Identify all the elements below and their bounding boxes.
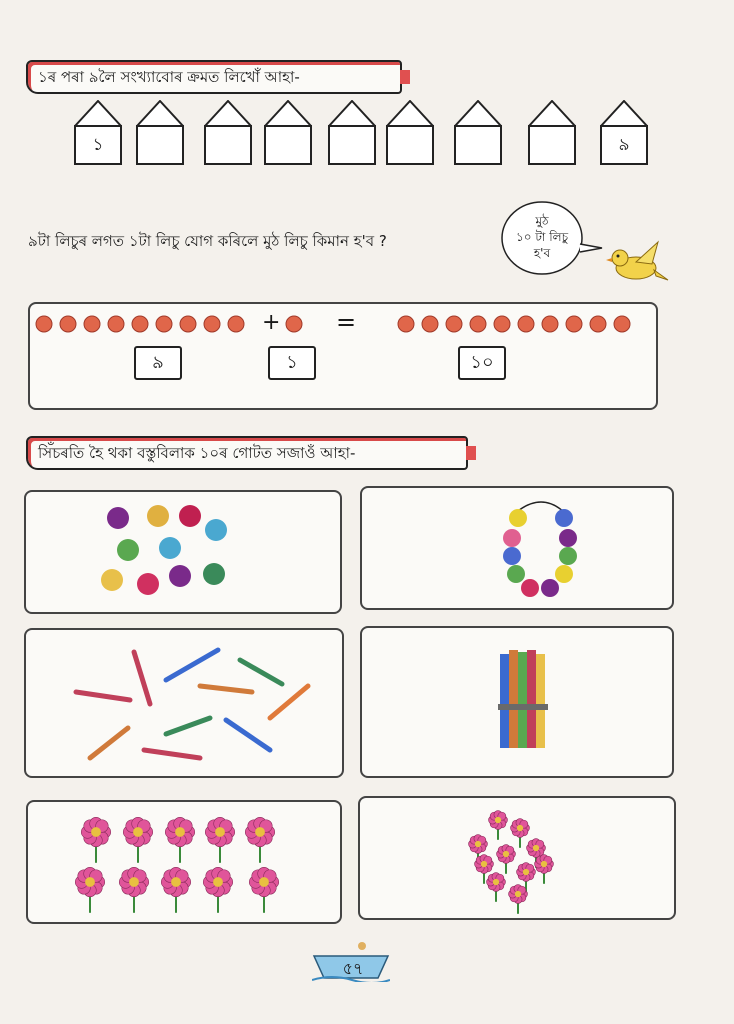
litchi-icon — [132, 316, 148, 332]
house-box[interactable] — [600, 100, 648, 166]
litchi-icon — [542, 316, 558, 332]
house-box[interactable] — [328, 100, 376, 166]
flower-icon — [497, 845, 516, 874]
litchi-icon — [422, 316, 438, 332]
flower-icon — [511, 819, 530, 848]
house-box[interactable] — [264, 100, 312, 166]
flower-icon — [245, 817, 274, 863]
section3-title — [26, 436, 468, 470]
scattered-pencils — [26, 630, 342, 776]
flower-icon — [123, 817, 152, 863]
pencil-bundle-panel — [360, 626, 674, 778]
litchi-icon — [108, 316, 124, 332]
flower-icon — [249, 867, 278, 913]
scattered-beads-panel — [24, 490, 342, 614]
flower-icon — [509, 885, 528, 914]
bubble-line-2: ১০ টা লিচু — [515, 230, 569, 244]
litchi-icon — [156, 316, 172, 332]
equals-sign: = — [336, 308, 357, 336]
litchi-icon — [180, 316, 196, 332]
flower-icon — [487, 873, 506, 902]
litchi-icon — [204, 316, 220, 332]
litchi-question: ৯টা লিচুৰ লগত ১টা লিচু যোগ কৰিলে মুঠ লিচু কিমান হ'ব ? — [28, 232, 387, 250]
bead-ring — [362, 488, 672, 608]
plus-sign: + — [262, 310, 281, 335]
flower-icon — [75, 867, 104, 913]
litchi-icon — [286, 316, 302, 332]
title-accent — [466, 446, 476, 460]
title-accent — [400, 70, 410, 84]
flower-icon — [81, 817, 110, 863]
litchi-icon — [614, 316, 630, 332]
number-box-9: ৯ — [134, 346, 182, 380]
speech-bubble — [500, 200, 586, 278]
house-box[interactable] — [528, 100, 576, 166]
section1-title-text: ১ৰ পৰা ৯লৈ সংখ্যাবোৰ ক্ৰমত লিখোঁ আহা- — [38, 68, 300, 86]
house-box[interactable] — [454, 100, 502, 166]
litchi-icon — [446, 316, 462, 332]
number-box-1: ১ — [268, 346, 316, 380]
litchi-icon — [228, 316, 244, 332]
litchi-icon — [60, 316, 76, 332]
litchi-icon — [84, 316, 100, 332]
flower-icon — [161, 867, 190, 913]
litchi-icon — [470, 316, 486, 332]
scattered-flowers — [28, 802, 340, 922]
section3-title-text: সিঁচৰতি হৈ থকা বস্তুবিলাক ১০ৰ গোটত সজাওঁ আহা- — [38, 444, 356, 462]
house-box[interactable] — [386, 100, 434, 166]
bird-icon — [606, 236, 670, 290]
scattered-beads — [26, 492, 340, 612]
house-box[interactable] — [74, 100, 122, 166]
house-number: ৯ — [618, 135, 630, 155]
flower-bouquet — [360, 798, 674, 918]
litchi-icon — [398, 316, 414, 332]
flower-icon — [203, 867, 232, 913]
section1-title — [26, 60, 402, 94]
house-box[interactable] — [136, 100, 184, 166]
litchi-icon — [566, 316, 582, 332]
house-number: ১ — [92, 135, 104, 155]
number-box-10: ১০ — [458, 346, 506, 380]
page-number: ৫৭ — [342, 959, 364, 978]
scattered-pencils-panel — [24, 628, 344, 778]
litchi-icon — [36, 316, 52, 332]
flower-icon — [535, 855, 554, 884]
flower-icon — [489, 811, 508, 840]
house-box[interactable] — [204, 100, 252, 166]
litchi-icon — [494, 316, 510, 332]
litchi-icon — [590, 316, 606, 332]
bubble-line-1: মুঠ — [535, 214, 549, 228]
litchi-icon — [518, 316, 534, 332]
bead-ring-panel — [360, 486, 674, 610]
litchi-panel — [28, 302, 658, 410]
pencil-bundle — [362, 628, 672, 776]
flower-icon — [165, 817, 194, 863]
bubble-line-3: হ'ব — [533, 246, 551, 260]
bouquet-panel — [358, 796, 676, 920]
bead-icon — [101, 505, 227, 595]
flower-icon — [205, 817, 234, 863]
scattered-flowers-panel — [26, 800, 342, 924]
flower-icon — [119, 867, 148, 913]
